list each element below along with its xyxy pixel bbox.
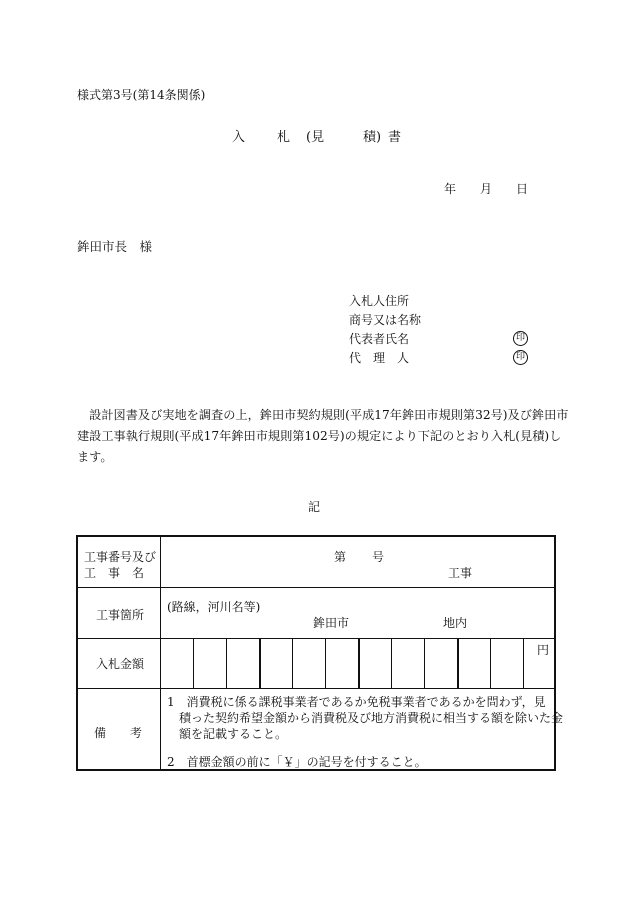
- date-day-label: 日: [516, 182, 529, 196]
- bidder-representative-label: 代表者氏名: [349, 332, 410, 346]
- digit-divider: [259, 638, 261, 688]
- koji-location-label: 工事箇所: [96, 608, 145, 622]
- koji-name-label: 工 事 名: [84, 566, 145, 580]
- dai-label: 第: [334, 550, 347, 564]
- digit-divider: [523, 638, 524, 688]
- digit-divider: [490, 638, 491, 688]
- bidder-agent-label: 代 理 人: [349, 351, 410, 365]
- remarks-label: 備 考: [94, 726, 143, 740]
- title-char: 積): [363, 130, 382, 145]
- table-divider: [78, 688, 554, 689]
- digit-divider: [193, 638, 194, 688]
- chinai-label: 地内: [443, 616, 468, 630]
- seal-mark: 印: [513, 331, 528, 346]
- koji-suffix: 工事: [448, 566, 473, 580]
- remarks-note: 2 首標金額の前に「￥」の記号を付すること。: [167, 755, 427, 769]
- go-label: 号: [372, 550, 385, 564]
- body-line: 設計図書及び実地を調査の上，鉾田市契約規則(平成17年鉾田市規則第32号)及び鉾田市: [77, 408, 569, 422]
- title-char: 書: [388, 130, 402, 145]
- digit-divider: [226, 638, 227, 688]
- addressee: 鉾田市長 様: [77, 239, 153, 254]
- body-line: 建設工事執行規則(平成17年鉾田市規則第102号)の規定により下記のとおり入札(見積)し: [77, 429, 562, 443]
- bid-table: [76, 535, 564, 771]
- bidder-company-label: 商号又は名称: [349, 313, 422, 327]
- title-char: 入: [232, 130, 246, 145]
- form-number: 様式第3号(第14条関係): [77, 88, 206, 102]
- bidder-address-label: 入札人住所: [349, 294, 410, 308]
- city-name: 鉾田市: [313, 616, 350, 630]
- digit-divider: [325, 638, 326, 688]
- ki-heading: 記: [308, 500, 321, 514]
- remarks-note: 額を記載すること。: [167, 727, 288, 741]
- digit-divider: [292, 638, 293, 688]
- title-char: (見: [306, 130, 325, 145]
- digit-divider: [358, 638, 360, 688]
- body-paragraph: [77, 405, 569, 468]
- digit-divider: [391, 638, 392, 688]
- digit-divider: [424, 638, 425, 688]
- location-note: (路線，河川名等): [167, 600, 261, 614]
- table-divider: [160, 537, 161, 769]
- koji-number-label: 工事番号及び: [84, 550, 157, 564]
- table-divider: [78, 587, 554, 588]
- body-line: ます。: [77, 450, 113, 464]
- table-divider: [78, 638, 554, 639]
- title-char: 札: [277, 130, 291, 145]
- seal-mark: 印: [513, 350, 528, 365]
- remarks-note: 1 消費税に係る課税事業者であるか免税事業者であるかを問わず，見: [167, 695, 546, 709]
- remarks-note: 積った契約希望金額から消費税及び地方消費税に相当する額を除いた金: [167, 711, 564, 725]
- digit-divider: [457, 638, 459, 688]
- bid-amount-label: 入札金額: [96, 657, 145, 671]
- date-year-label: 年: [444, 182, 457, 196]
- date-month-label: 月: [480, 182, 493, 196]
- yen-unit: 円: [537, 643, 550, 657]
